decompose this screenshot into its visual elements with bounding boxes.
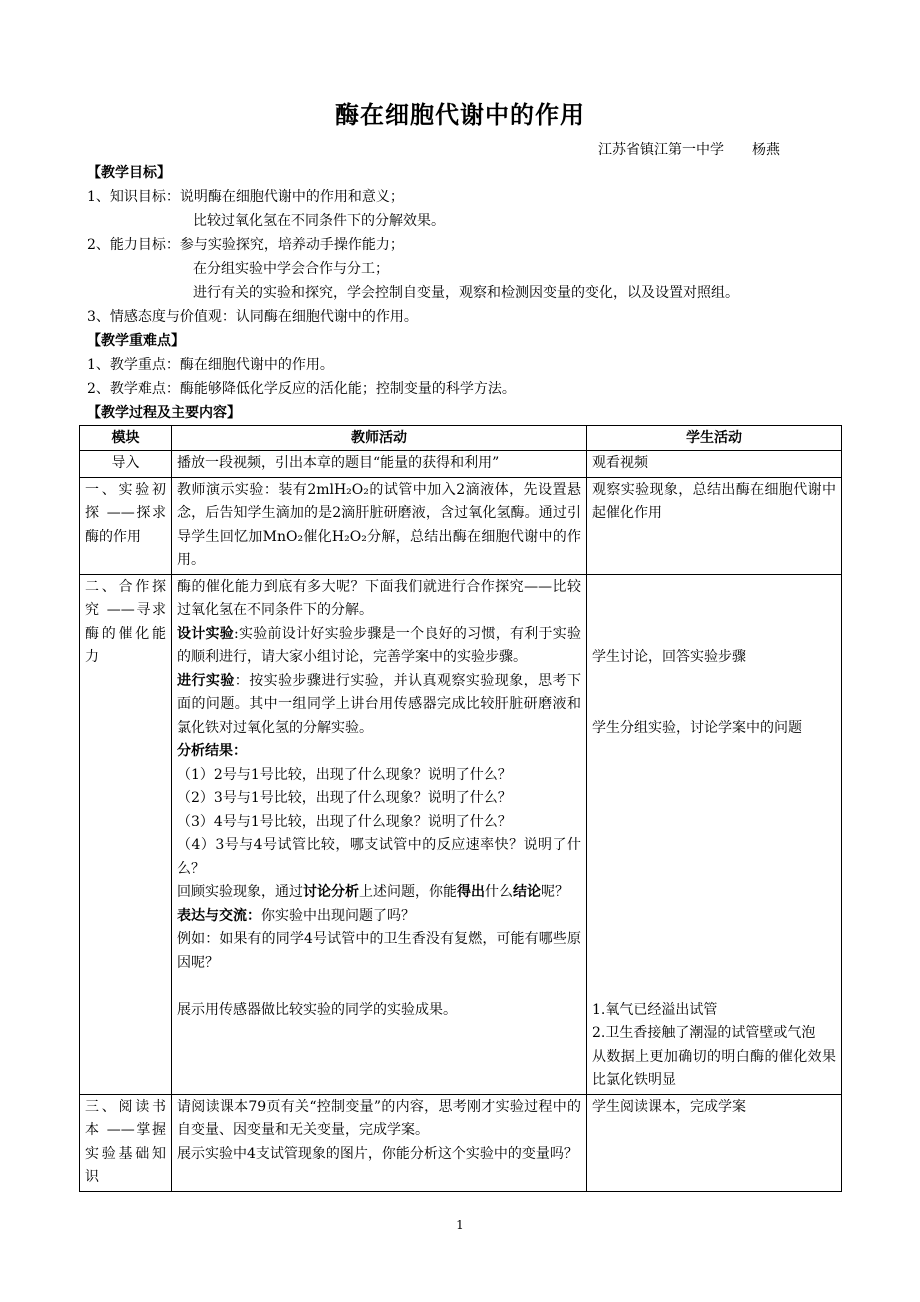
- module-cell: 导入: [80, 451, 172, 478]
- review-bold: 结论: [513, 884, 541, 900]
- student-cell: 观看视频: [587, 451, 842, 478]
- objective-line: 在分组实验中学会合作与分工；: [193, 261, 389, 277]
- author-line: 江苏省镇江第一中学 杨燕: [598, 142, 780, 158]
- do-label: 进行实验: [177, 672, 235, 689]
- table-header-row: [80, 426, 842, 451]
- student-activity-2: 学生分组实验，讨论学案中的问题: [592, 719, 802, 736]
- express-label: 表达与交流：: [177, 907, 261, 924]
- question-4: （4）3号与4号试管比较，哪支试管中的反应速率快？说明了什么？: [177, 837, 581, 877]
- key-point-line: 1、教学重点：酶在细胞代谢中的作用。: [87, 357, 334, 373]
- objective-line: 3、情感态度与价值观：认同酶在细胞代谢中的作用。: [87, 309, 418, 325]
- header-student: 学生活动: [587, 426, 842, 451]
- document-title: 酶在细胞代谢中的作用: [335, 101, 585, 129]
- header-teacher: 教师活动: [172, 426, 587, 451]
- design-paragraph: [177, 623, 581, 670]
- student-activity-5: 从数据上更加确切的明白酶的催化效果比氯化铁明显: [592, 1048, 836, 1088]
- student-activity-4: 2.卫生香接触了潮湿的试管壁或气泡: [592, 1025, 816, 1041]
- design-text: :实验前设计好实验步骤是一个良好的习惯，有利于实验的顺利进行，请大家小组讨论，完善学案中的实验步骤。: [177, 625, 582, 665]
- review-paragraph: [177, 881, 581, 905]
- student-cell: 观察实验现象，总结出酶在细胞代谢中起催化作用: [587, 477, 842, 574]
- module-cell: 二、合作探究 ——寻求酶的催化能力: [80, 574, 172, 1094]
- teacher-cell: 播放一段视频，引出本章的题目“能量的获得和利用”: [172, 451, 587, 478]
- objective-line: 2、能力目标：参与实验探究，培养动手操作能力；: [87, 237, 404, 253]
- analysis-label: 分析结果：: [177, 743, 247, 759]
- review-bold: 得出: [457, 884, 485, 900]
- header-module: 模块: [80, 426, 172, 451]
- module-cell: 三、阅读书本 ——掌握实验基础知识: [80, 1094, 172, 1191]
- objective-line: 比较过氧化氢在不同条件下的分解效果。: [193, 213, 445, 229]
- page-number: 1: [456, 1218, 464, 1232]
- objective-line: 1、知识目标：说明酶在细胞代谢中的作用和意义；: [87, 189, 404, 205]
- variables-task: 展示实验中4支试管现象的图片，你能分析这个实验中的变量吗？: [177, 1145, 578, 1162]
- question-2: （2）3号与1号比较，出现了什么现象？说明了什么？: [177, 790, 512, 806]
- student-cell: 学生阅读课本，完成学案: [587, 1094, 842, 1191]
- intro-text: 酶的催化能力到底有多大呢？下面我们就进行合作探究——比较过氧化氢在不同条件下的分解。: [177, 578, 581, 618]
- teacher-cell: [172, 574, 587, 1094]
- question-3: （3）4号与1号比较，出现了什么现象？说明了什么？: [177, 813, 512, 830]
- process-heading: 【教学过程及主要内容】: [87, 405, 241, 421]
- key-point-line: 2、教学难点：酶能够降低化学反应的活化能；控制变量的科学方法。: [87, 381, 516, 397]
- review-text: 呢？: [541, 884, 569, 900]
- table-row: [80, 477, 842, 574]
- example-text: 例如：如果有的同学4号试管中的卫生香没有复燃，可能有哪些原因呢？: [177, 931, 581, 971]
- review-text: 什么: [485, 884, 513, 900]
- review-text: 上述问题，你能: [359, 884, 457, 900]
- student-cell: [587, 574, 842, 1094]
- table-row: [80, 451, 842, 478]
- do-paragraph: [177, 670, 581, 741]
- reading-task: 请阅读课本79页有关“控制变量”的内容，思考刚才实验过程中的自变量、因变量和无关变量，完成学案。: [177, 1098, 581, 1138]
- student-activity-1: 学生讨论，回答实验步骤: [592, 649, 746, 665]
- key-points-heading: 【教学重难点】: [87, 333, 185, 349]
- show-text: 展示用传感器做比较实验的同学的实验成果。: [177, 1001, 457, 1018]
- student-activity-3: 1.氧气已经溢出试管: [592, 1001, 718, 1018]
- lesson-table: [79, 425, 842, 1192]
- teacher-cell: [172, 1094, 587, 1191]
- module-cell: 一、实验初探 ——探求酶的作用: [80, 477, 172, 574]
- do-text: ：按实验步骤进行实验，并认真观察实验现象，思考下面的问题。其中一组同学上讲台用传感器完成比较肝脏研磨液和氯化铁对过氧化氢的分解实验。: [177, 672, 582, 736]
- express-text: 你实验中出现问题了吗？: [261, 907, 415, 924]
- table-row: [80, 1094, 842, 1191]
- express-paragraph: [177, 905, 581, 929]
- table-row: [80, 574, 842, 1094]
- question-1: （1）2号与1号比较，出现了什么现象？说明了什么？: [177, 766, 512, 783]
- teacher-cell: 教师演示实验：装有2mlH₂O₂的试管中加入2滴液体，先设置悬念，后告知学生滴加的是2滴肝脏研磨液，含过氧化氢酶。通过引导学生回忆加MnO₂催化H₂O₂分解，总结出酶在细胞代谢中的作用。: [172, 477, 587, 574]
- objective-line: 进行有关的实验和探究，学会控制自变量，观察和检测因变量的变化，以及设置对照组。: [193, 285, 739, 301]
- review-bold: 讨论分析: [303, 884, 359, 900]
- design-label: 设计实验: [177, 625, 235, 642]
- review-text: 回顾实验现象，通过: [177, 884, 303, 900]
- objectives-heading: 【教学目标】: [87, 165, 171, 181]
